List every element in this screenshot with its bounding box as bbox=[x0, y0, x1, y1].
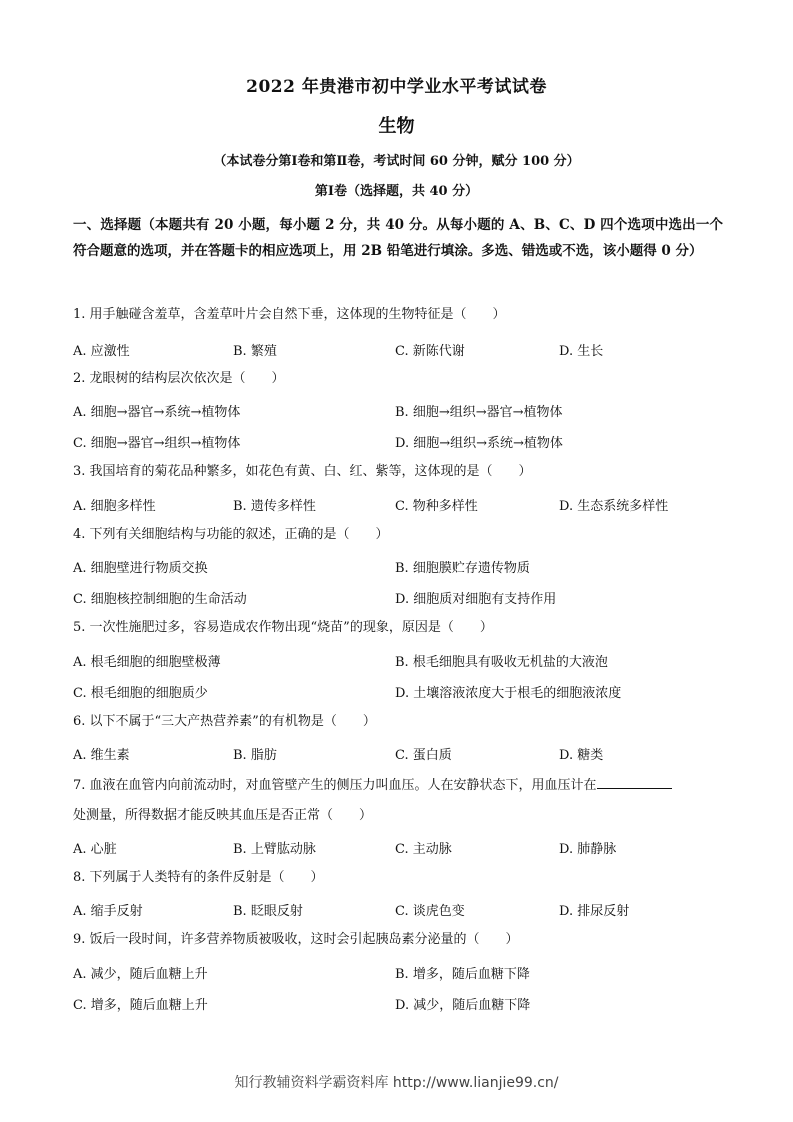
option-a: A. 减少，随后血糖上升 bbox=[73, 967, 208, 982]
option-c: C. 物种多样性 bbox=[395, 499, 478, 514]
option-a: A. 应激性 bbox=[73, 344, 130, 359]
question-stem: 2. 龙眼树的结构层次依次是（ ） bbox=[73, 371, 285, 386]
option-d: D. 肺静脉 bbox=[559, 842, 617, 857]
option-c: C. 新陈代谢 bbox=[395, 344, 465, 359]
option-a: A. 缩手反射 bbox=[73, 904, 143, 919]
option-d: D. 土壤溶液浓度大于根毛的细胞液浓度 bbox=[395, 686, 622, 701]
question-stem bbox=[73, 776, 723, 795]
exam-subject: 生物 bbox=[378, 116, 415, 137]
option-b: B. 细胞→组织→器官→植物体 bbox=[395, 405, 563, 420]
option-d: D. 生态系统多样性 bbox=[559, 499, 669, 514]
option-a: A. 细胞→器官→系统→植物体 bbox=[73, 405, 241, 420]
option-b: B. 根毛细胞具有吸收无机盐的大液泡 bbox=[395, 655, 608, 670]
question-stem-line1: 7. 血液在血管内向前流动时，对血管壁产生的侧压力叫血压。人在安静状态下，用血压计在 bbox=[73, 778, 597, 793]
question-stem: 6. 以下不属于“三大产热营养素”的有机物是（ ） bbox=[73, 714, 376, 729]
option-d: D. 细胞→组织→系统→植物体 bbox=[395, 436, 563, 451]
section-instructions: 一、选择题（本题共有 20 小题，每小题 2 分，共 40 分。从每小题的 A、B、C、D 四个选项中选出一个符合题意的选项，并在答题卡的相应选项上，用 2B 铅笔进行填涂。多选、错选或不选，该小题得 0 分） bbox=[73, 217, 723, 259]
option-c: C. 谈虎色变 bbox=[395, 904, 465, 919]
exam-note: （本试卷分第Ⅰ卷和第Ⅱ卷，考试时间 60 分钟，赋分 100 分） bbox=[213, 154, 580, 169]
option-d: D. 减少，随后血糖下降 bbox=[395, 998, 531, 1013]
answer-blank bbox=[597, 776, 672, 789]
option-d: D. 生长 bbox=[559, 344, 604, 359]
option-d: D. 糖类 bbox=[559, 748, 604, 763]
option-b: B. 增多，随后血糖下降 bbox=[395, 967, 530, 982]
question-stem: 9. 饭后一段时间，许多营养物质被吸收，这时会引起胰岛素分泌量的（ ） bbox=[73, 932, 519, 947]
question-stem-line2: 处测量，所得数据才能反映其血压是否正常（ ） bbox=[73, 808, 373, 823]
option-c: C. 细胞核控制细胞的生命活动 bbox=[73, 592, 247, 607]
option-b: B. 遗传多样性 bbox=[233, 499, 316, 514]
option-b: B. 脂肪 bbox=[233, 748, 277, 763]
option-a: A. 根毛细胞的细胞壁极薄 bbox=[73, 655, 221, 670]
option-c: C. 增多，随后血糖上升 bbox=[73, 998, 208, 1013]
option-a: A. 细胞壁进行物质交换 bbox=[73, 561, 208, 576]
option-b: B. 细胞膜贮存遗传物质 bbox=[395, 561, 530, 576]
part-heading: 第Ⅰ卷（选择题，共 40 分） bbox=[314, 184, 479, 199]
option-b: B. 上臂肱动脉 bbox=[233, 842, 316, 857]
option-c: C. 蛋白质 bbox=[395, 748, 452, 763]
option-d: D. 细胞质对细胞有支持作用 bbox=[395, 592, 557, 607]
option-c: C. 细胞→器官→组织→植物体 bbox=[73, 436, 241, 451]
question-stem: 8. 下列属于人类特有的条件反射是（ ） bbox=[73, 870, 324, 885]
option-a: A. 心脏 bbox=[73, 842, 117, 857]
option-c: C. 根毛细胞的细胞质少 bbox=[73, 686, 208, 701]
option-a: A. 维生素 bbox=[73, 748, 130, 763]
question-stem: 1. 用手触碰含羞草，含羞草叶片会自然下垂，这体现的生物特征是（ ） bbox=[73, 307, 506, 322]
exam-title: 2022 年贵港市初中学业水平考试试卷 bbox=[246, 77, 547, 97]
option-b: B. 繁殖 bbox=[233, 344, 277, 359]
option-c: C. 主动脉 bbox=[395, 842, 452, 857]
footer-watermark: 知行教辅资料学霸资料库 http://www.lianjie99.cn/ bbox=[234, 1075, 559, 1091]
question-stem: 5. 一次性施肥过多，容易造成农作物出现“烧苗”的现象，原因是（ ） bbox=[73, 620, 493, 635]
option-a: A. 细胞多样性 bbox=[73, 499, 156, 514]
option-d: D. 排尿反射 bbox=[559, 904, 630, 919]
question-stem: 3. 我国培育的菊花品种繁多，如花色有黄、白、红、紫等，这体现的是（ ） bbox=[73, 464, 532, 479]
option-b: B. 眨眼反射 bbox=[233, 904, 303, 919]
question-stem: 4. 下列有关细胞结构与功能的叙述，正确的是（ ） bbox=[73, 527, 389, 542]
